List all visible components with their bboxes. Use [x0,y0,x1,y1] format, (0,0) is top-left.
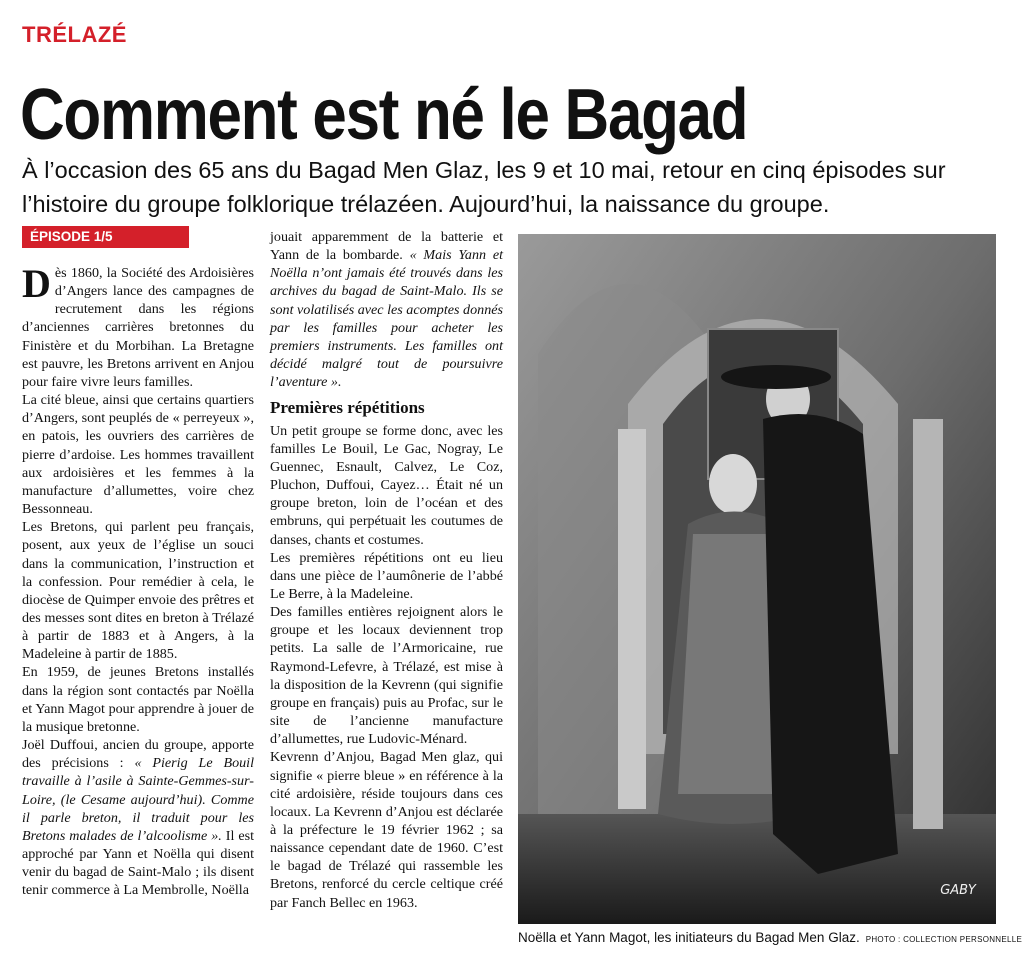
article-column-2 [270,228,503,912]
woman-head [709,454,757,514]
paragraph-text: ès 1860, la Société des Ardoisières d’Angers lance des campagnes de recrutement dans les régions d’anciennes carrières bretonnes du Finistère et du Morbihan. La Bretagne est pauvre, les Bretons arrivent en Anjou pour faire vivre leurs familles. [22,265,254,390]
paragraph-text: Joël Duffoui, ancien du groupe, apporte des précisions : [22,737,254,772]
drop-cap: D [22,261,51,306]
paragraph [22,261,254,391]
paragraph-text: Il est approché par Yann et Noëlla qui disent venir du bagad de Saint-Malo ; ils disent tenir commerce à La Membrolle, Noëlla [22,827,254,899]
photographer-signature: GABY [940,883,976,898]
paragraph: La cité bleue, ainsi que certains quartiers d’Angers, sont peuplés de « perreyeux », en patois, les ouvriers des carrières de pierre d’ardoise. Les hommes travaillent aux ardoisières et les femmes à la manufacture d’allumettes, voire chez Bessonneau. [22,392,254,518]
paragraph: Les Bretons, qui parlent peu français, posent, aux yeux de l’église un souci dans la communication, l’instruction et la confession. Pour remédier à cela, le diocèse de Quimper envoie des prêtres et des messes sont dites en breton à Trélazé à partir de 1883 et à Angers, à la Madeleine à partir de 1885. [22,519,254,663]
subheading: Premières répétitions [270,398,425,418]
paragraph: Un petit groupe se forme donc, avec les familles Le Bouil, Le Gac, Nogray, Le Guennec, Esnault, Calvez, Le Coz, Pluchon, Duffoui, Cayez… Était né un groupe breton, loin de l’océan et des embruns, qui perpétuait les coutumes de danses, chants et costumes. [270,422,503,548]
paragraph-text: jouait apparemment de la batterie et Yann de la bombarde. [270,229,503,264]
section-kicker: TRÉLAZÉ [22,22,127,47]
paragraph: Kevrenn d’Anjou, Bagad Men glaz, qui signifie « pierre bleue » en référence à la cité ardoisière, réside toujours dans ces locaux. La Kevrenn d’Anjou est déclarée à la préfecture le 19 février 1962 ; sa naissance cependant date de 1960. C’est le bagad de Trélazé qui rassemble les Bretons, renforcé du cercle celtique créé par Fanch Bellec en 1963. [270,749,503,911]
paragraph: Des familles entières rejoignent alors le groupe et les locaux deviennent trop petits. La salle de l’Armoricaine, rue Raymond-Lefevre, à Trélazé, est mise à la disposition de la Kevrenn (qui signifie groupe en français) puis au Profac, sur le site de l’ancienne manufacture d’allumettes, rue Ludovic-Ménard. [270,604,503,748]
caption-text: Noëlla et Yann Magot, les initiateurs du Bagad Men Glaz. [518,930,860,945]
article-column-1 [22,261,254,899]
episode-badge: ÉPISODE 1/5 [22,226,189,248]
photo-caption [518,930,1023,945]
headline: Comment est né le Bagad [20,75,748,155]
paragraph [270,228,503,391]
quote-text: « Pierig Le Bouil travaille à l’asile à Sainte-Gemmes-sur-Loire, (le Cesame aujourd’hui). Comme il parle breton, il traduit pour les Bretons malades de l’alcoolisme ». [22,755,254,844]
photo-credit: PHOTO : COLLECTION PERSONNELLE [865,935,1023,944]
paragraph: Les premières répétitions ont eu lieu dans une pièce de l’aumônerie de l’abbé Le Berre, à la Madeleine. [270,549,503,602]
photo-illustration [518,234,996,924]
tiled-floor [518,814,996,924]
quote-text: « Mais Yann et Noëlla n’ont jamais été trouvés dans les archives du bagad de Saint-Malo. Ils se sont volatilisés avec les acomptes donnés par les familles pour acheter les premiers instruments. Les familles ont décidé malgré tout de poursuivre l’aventure ». [270,247,503,391]
twisted-column-left [618,429,646,809]
standfirst: À l’occasion des 65 ans du Bagad Men Glaz, les 9 et 10 mai, retour en cinq épisodes sur l’histoire du groupe folklorique trélazéen. Aujourd’hui, la naissance du groupe. [22,157,946,217]
man-hat [721,365,831,389]
twisted-column-right [913,419,943,829]
paragraph [22,736,254,899]
paragraph: En 1959, de jeunes Bretons installés dans la région sont contactés par Noëlla et Yann Magot pour apprendre à jouer de la musique bretonne. [22,664,254,735]
article-photo [518,234,996,924]
